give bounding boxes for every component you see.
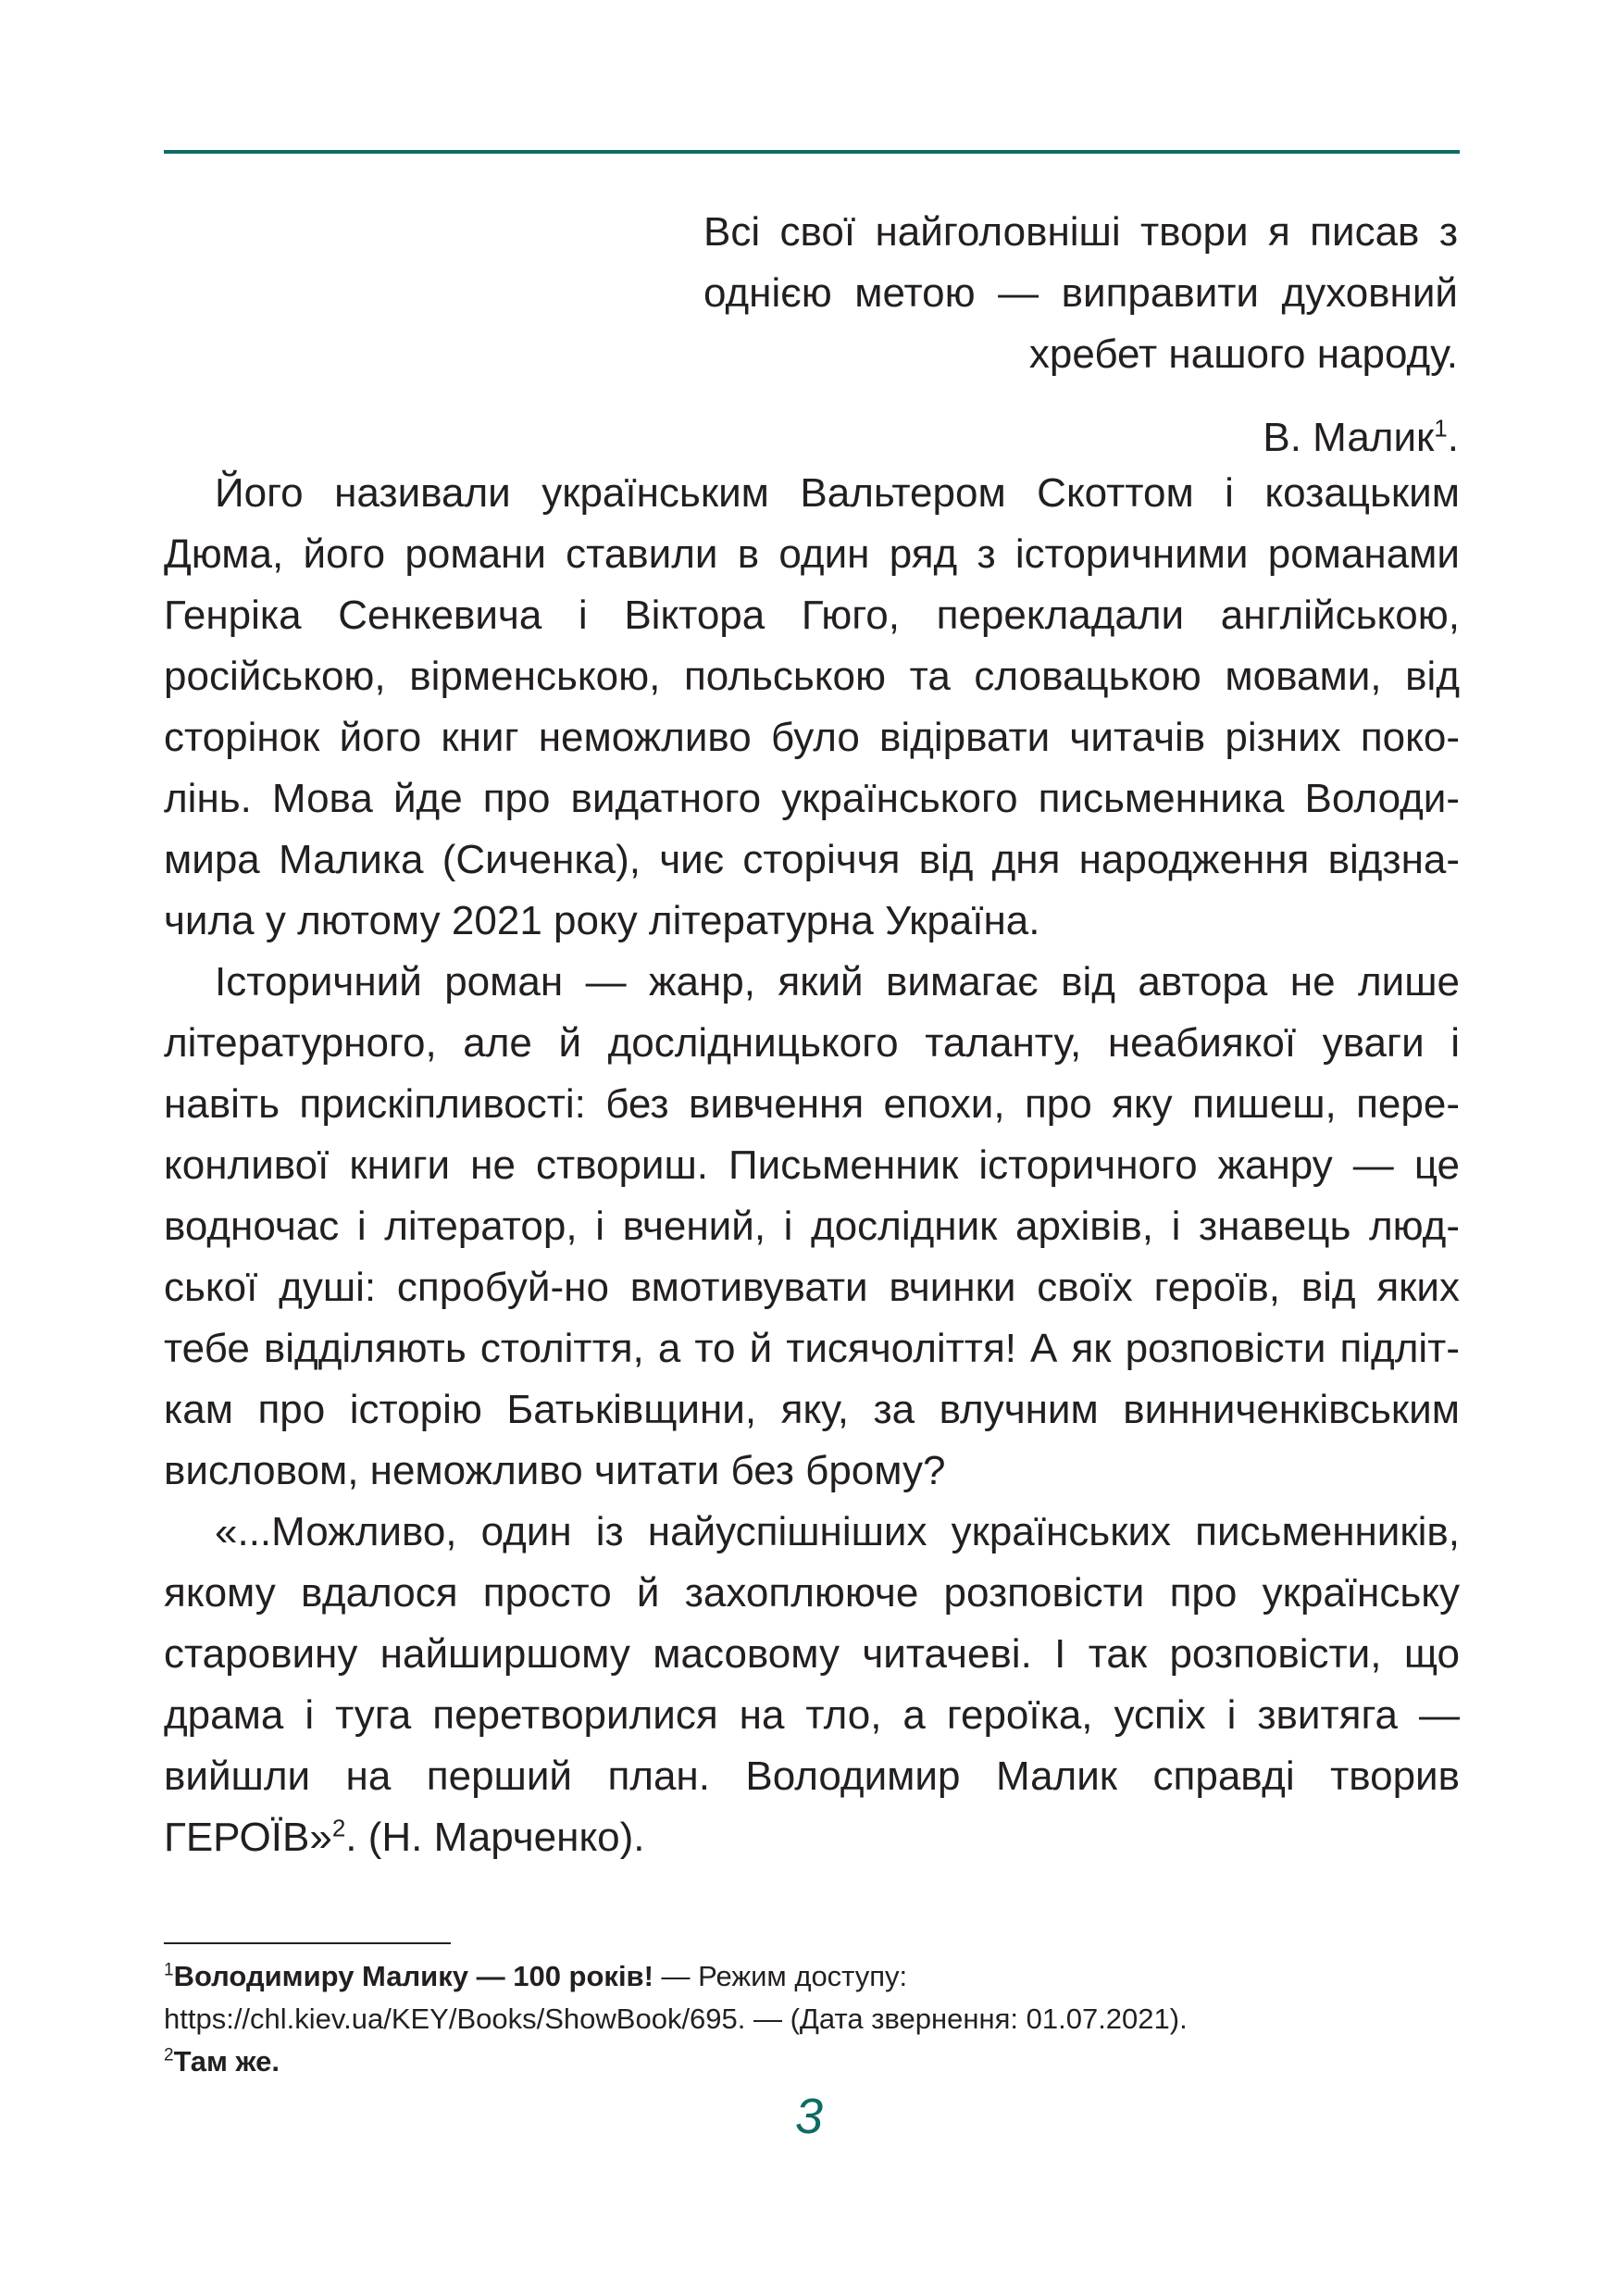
footnote-1	[164, 1955, 1460, 2040]
page-number: 3	[794, 2089, 824, 2144]
footnotes	[164, 1955, 1460, 2083]
epigraph-author	[1263, 407, 1459, 468]
epigraph-quote: Всі свої найголовніші твори я писав з однією метою — виправити духовний хребет нашого народу.	[703, 209, 1458, 377]
footnote-ref-1[interactable]: 1	[1434, 414, 1448, 443]
footnote-1-title: Володимиру Малику — 100 років!	[173, 1960, 653, 1992]
paragraph-3-attribution: . (Н. Марченко).	[345, 1815, 645, 1860]
footnote-separator	[164, 1942, 451, 1944]
paragraph-2: Історичний роман — жанр, який вимагає від автора не лише літературного, але й дослідницького таланту, неабиякої уваги і навіть прискіпливості: без вивчення епохи, про яку пишеш, переконливої книги не створиш. Письменник історичного жанру — це водночас і літератор, і вчений, і дослідник архівів, і знавець людської душі: спробуй-но вмотивувати вчинки своїх героїв, від яких тебе відділяють століття, а то й тисячоліття! А як розповісти підліткам про історію Батьківщини, яку, за влучним винниченківським висловом, неможливо читати без брому?	[164, 959, 1460, 1493]
footnote-2-title: Там же.	[173, 2045, 280, 2078]
epigraph-author-period: .	[1447, 415, 1459, 460]
top-rule	[164, 150, 1460, 154]
epigraph-author-name: В. Малик	[1263, 415, 1435, 460]
footnote-1-number: 1	[164, 1960, 174, 1980]
footnote-2	[164, 2040, 1460, 2083]
body-text	[164, 463, 1460, 1868]
epigraph	[703, 202, 1458, 385]
footnote-ref-2[interactable]: 2	[331, 1814, 346, 1842]
paragraph-1: Його називали українським Вальтером Скоттом і козацьким Дюма, його романи ставили в один ряд з історичними романами Генріка Сенкевича і Віктора Гюго, перекладали англійською, російською, вірменською, польською та словацькою мовами, від сторінок його книг неможливо було відірвати читачів різних поколінь. Мова йде про видатного українського письменника Володимира Малика (Сиченка), чиє сторіччя від дня народження відзначила у лютому 2021 року літературна Україна.	[164, 470, 1460, 943]
paragraph-3	[164, 1502, 1460, 1868]
paragraph-3-quote: «...Можливо, один із найуспішніших українських письменників, якому вдалося просто й захоплююче розповісти про українську старовину найширшому масовому читачеві. І так розповісти, що драма і туга перетворилися на тло, а героїка, успіх і звитяга — вийшли на перший план. Володимир Малик справді творив ГЕРОЇВ»	[164, 1509, 1460, 1860]
footnote-1-text: — Режим доступу: https://chl.kiev.ua/KEY/Books/ShowBook/695. — (Дата звернення: 01.07.2021).	[164, 1960, 1188, 2035]
footnote-2-number: 2	[164, 2045, 174, 2065]
